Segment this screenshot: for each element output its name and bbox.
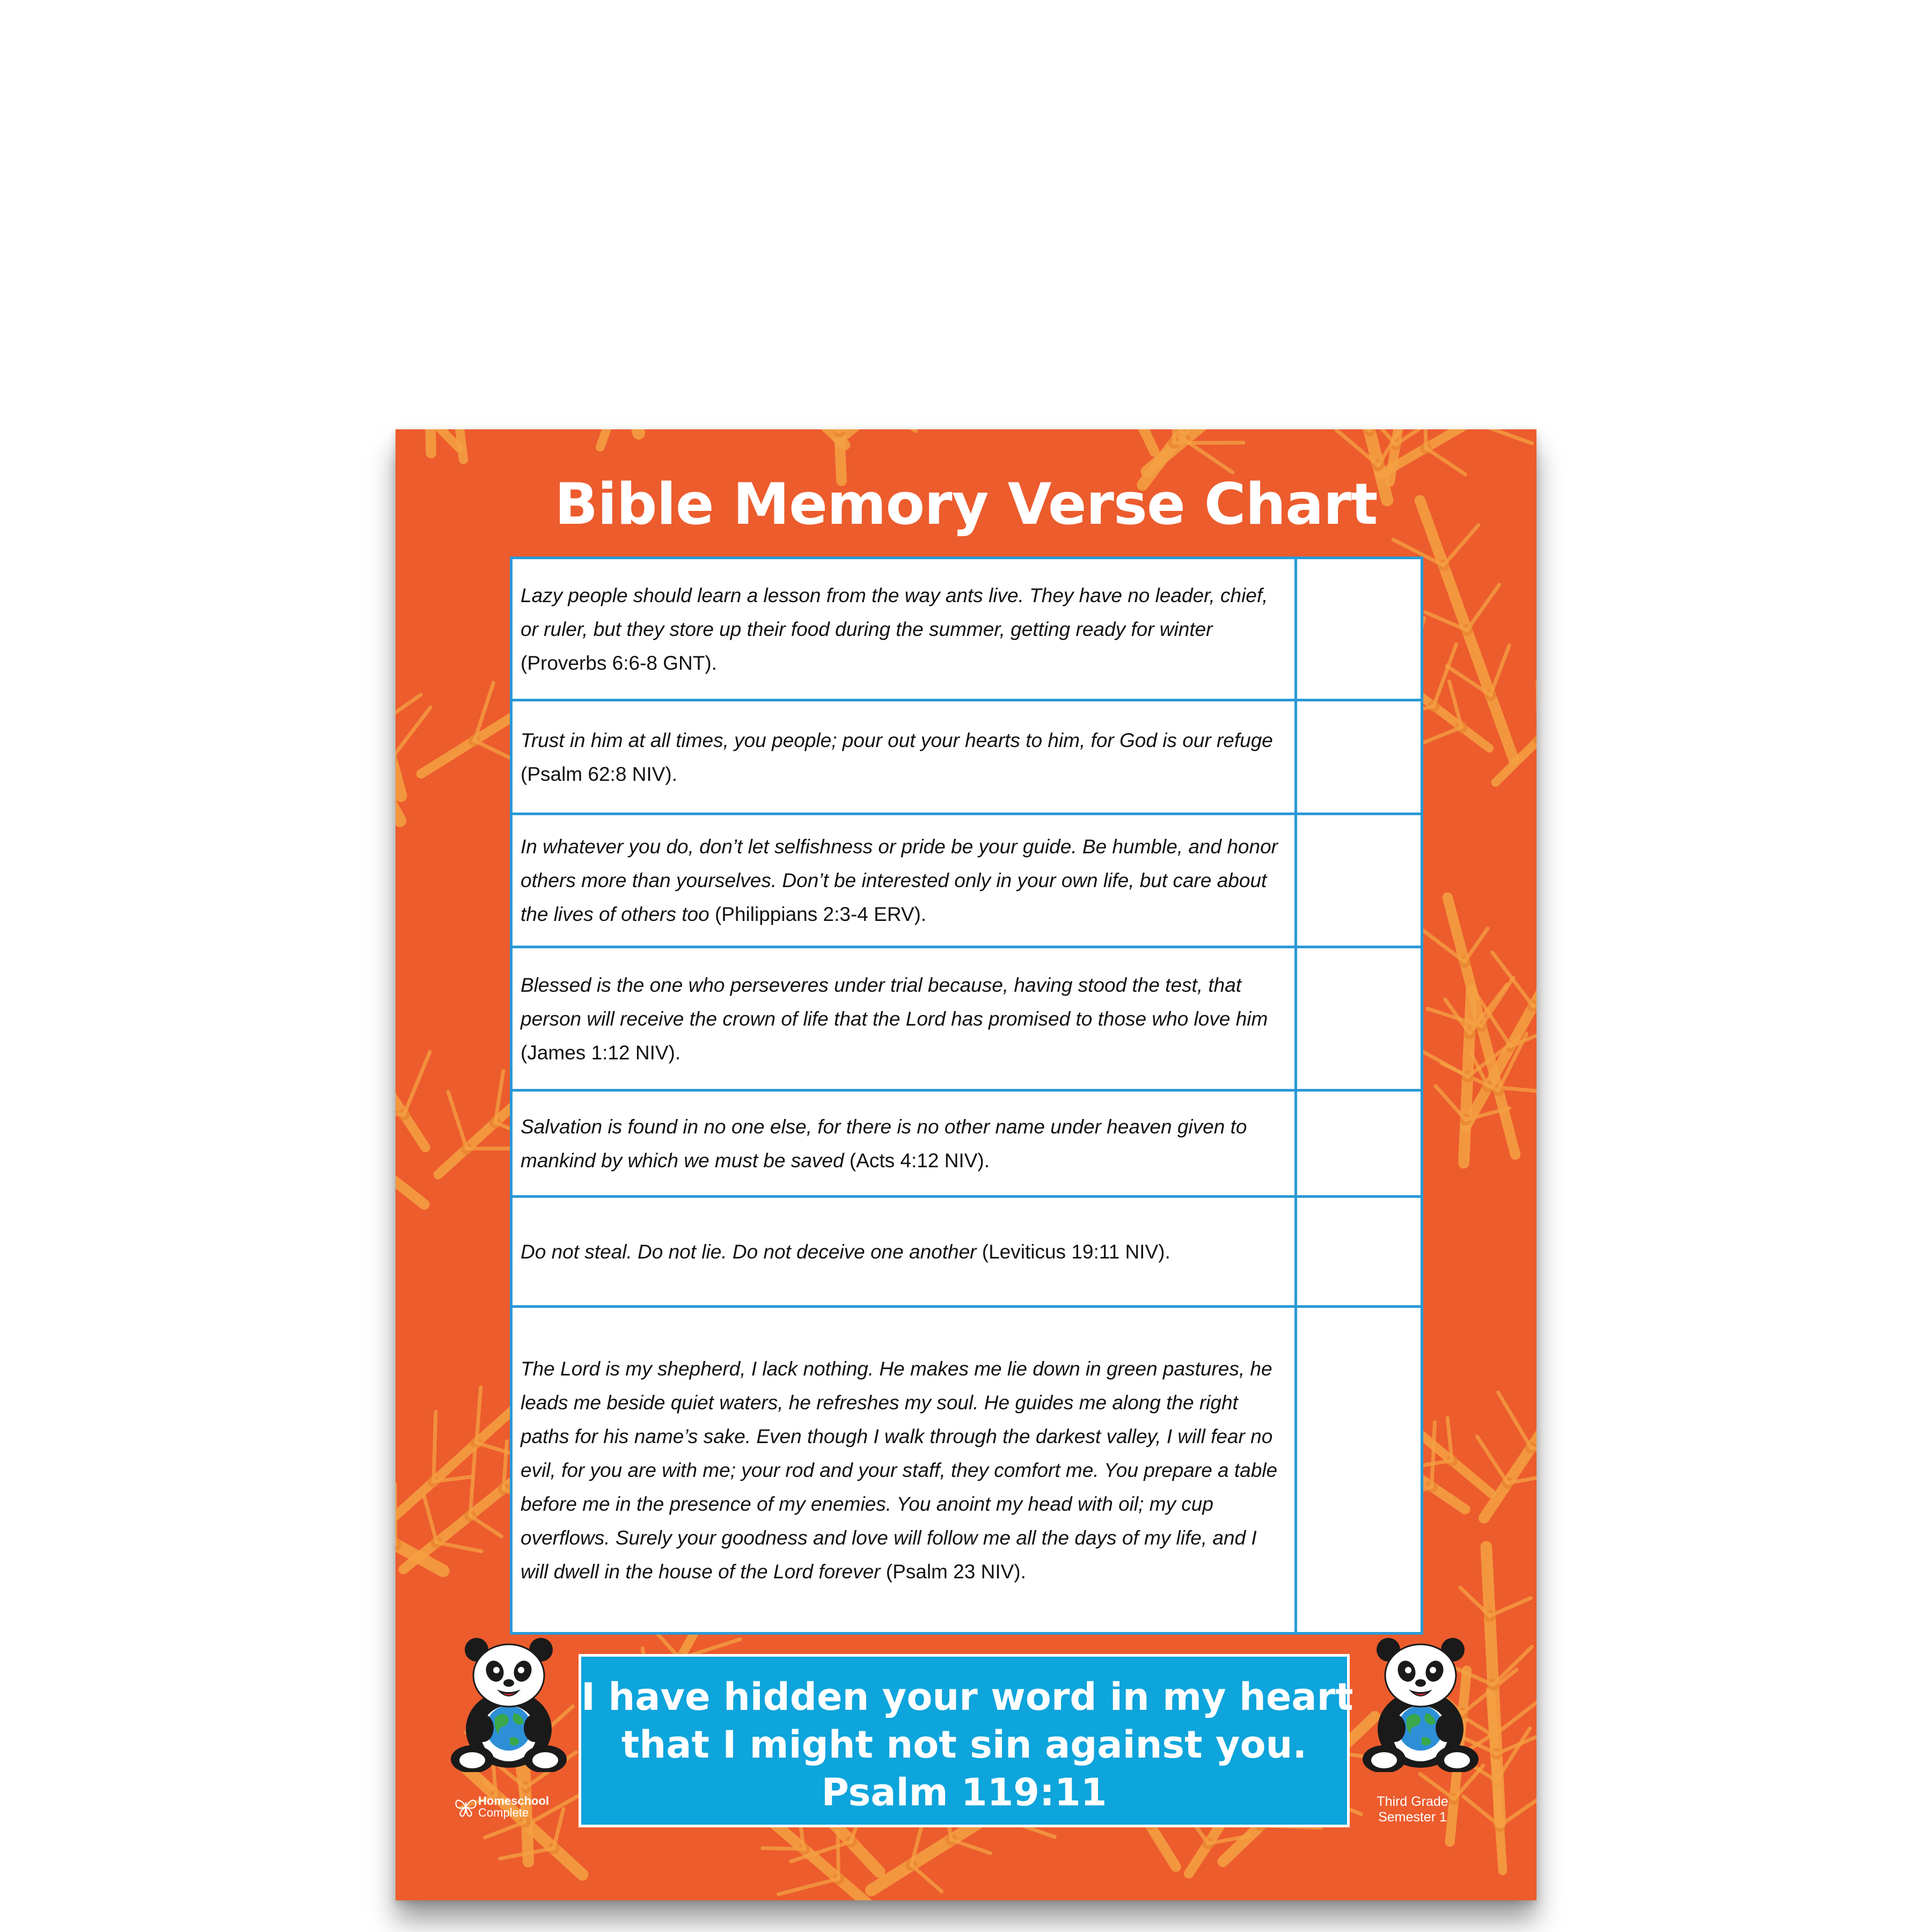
verse-text: Lazy people should learn a lesson from the way ants live. They have no leader, chief, or ruler, but they store up their food during the summer, getting ready for winter — [521, 584, 1268, 640]
banner-line-1: I have hidden your word in my heart — [581, 1675, 1353, 1719]
checkbox-cell[interactable] — [1297, 701, 1421, 813]
bamboo-leaf — [434, 1412, 436, 1482]
checkbox-cell[interactable] — [1297, 1092, 1421, 1195]
checkbox-cell[interactable] — [1297, 948, 1421, 1089]
bamboo-leaf — [470, 1516, 501, 1536]
bamboo-leaf — [952, 1840, 991, 1853]
verse-reference: (Proverbs 6:6-8 GNT). — [521, 652, 717, 674]
bamboo-stalk — [396, 1016, 426, 1147]
grade-line-1: Third Grade — [1377, 1794, 1448, 1809]
bamboo-leaf — [470, 1448, 475, 1516]
verse-cell — [513, 559, 1297, 699]
verse-table — [510, 557, 1423, 1635]
verse-cell — [513, 815, 1297, 946]
checkbox-cell[interactable] — [1297, 1198, 1421, 1305]
banner-reference: Psalm 119:11 — [821, 1770, 1107, 1814]
grade-line-2: Semester 1 — [1378, 1810, 1447, 1825]
bamboo-leaf — [1490, 1598, 1531, 1616]
verse-cell — [513, 1308, 1297, 1632]
verse-row — [513, 1198, 1421, 1308]
bamboo-leaf — [1467, 584, 1499, 630]
bamboo-leaf — [778, 1879, 838, 1894]
verse-reference: (Leviticus 19:11 NIV). — [976, 1240, 1170, 1263]
grade-label — [1364, 1794, 1461, 1825]
bamboo-stalk — [426, 429, 431, 453]
verse-text: Blessed is the one who perseveres under trial because, having stood the test, that person will receive the crown of life that the Lord has promised to those who love him — [521, 974, 1268, 1030]
verse-row — [513, 1308, 1421, 1632]
panda-mascot-left-icon — [450, 1638, 568, 1772]
verse-reference: (James 1:12 NIV). — [521, 1041, 681, 1064]
bamboo-leaf — [1426, 448, 1465, 474]
bamboo-leaf — [1493, 1646, 1532, 1685]
bamboo-leaf — [1477, 1437, 1507, 1483]
brand-logo — [453, 1795, 549, 1819]
verse-reference: (Philippians 2:3-4 ERV). — [709, 903, 927, 925]
memory-verse-banner — [579, 1654, 1353, 1827]
banner-line-2: that I might not sin against you. — [621, 1723, 1307, 1767]
bamboo-leaf — [396, 707, 430, 759]
checkbox-cell[interactable] — [1297, 815, 1421, 946]
verse-text: The Lord is my shepherd, I lack nothing. He makes me lie down in green pastures, he leads me beside quiet waters, he refreshes my soul. He guides me along the right paths for his name’s sake. Even though I walk through the darkest valley, I will fear no evil, for you are with me; your rod and your staff, they comfort me. You prepare a table before me in the presence of my enemies. You anoint my head with oil; my cup overflows. Surely your goodness and love will follow me all the days of my life, and I will dwell in the house of the Lord forever — [521, 1357, 1278, 1583]
bamboo-stalk — [396, 649, 401, 796]
verse-row — [513, 1092, 1421, 1198]
bamboo-stalk — [1496, 611, 1536, 782]
bamboo-leaf — [1472, 429, 1532, 443]
bamboo-leaf — [396, 694, 421, 722]
worksheet-page — [396, 429, 1536, 1900]
bamboo-leaf — [877, 429, 916, 431]
page-title: Bible Memory Verse Chart — [554, 471, 1378, 537]
verse-row — [513, 815, 1421, 948]
bamboo-leaf — [911, 1865, 941, 1891]
bamboo-stalk — [1093, 429, 1154, 452]
verse-reference: (Acts 4:12 NIV). — [844, 1149, 990, 1172]
checkbox-cell[interactable] — [1297, 559, 1421, 699]
verse-cell — [513, 1198, 1297, 1305]
bamboo-leaf — [763, 1848, 804, 1849]
verse-cell — [513, 948, 1297, 1089]
bamboo-leaf — [1490, 646, 1509, 696]
bamboo-leaf — [1498, 1393, 1531, 1448]
bamboo-leaf — [424, 1496, 437, 1542]
panda-mascot-right-icon — [1362, 1638, 1480, 1772]
bamboo-leaf — [396, 429, 421, 440]
verse-text: In whatever you do, don’t let selfishness or pride be your guide. Be humble, and honor others more than yourselves. Don’t be interested only in your own life, but care about the lives of others too — [521, 836, 1278, 925]
brand-name-line-2: Complete — [478, 1806, 529, 1819]
bamboo-leaf — [485, 1822, 525, 1838]
verse-row — [513, 948, 1421, 1092]
verse-row — [513, 559, 1421, 701]
butterfly-icon — [453, 1795, 478, 1819]
bamboo-leaf — [448, 1092, 467, 1148]
verse-row — [513, 701, 1421, 815]
verse-text: Trust in him at all times, you people; pour out your hearts to him, for God is our refuge — [521, 729, 1273, 751]
bamboo-leaf — [1417, 1048, 1467, 1077]
bamboo-leaf — [404, 1052, 430, 1115]
verse-cell — [513, 701, 1297, 813]
brand-name-line-1: Homeschool — [478, 1794, 550, 1807]
verse-text: Salvation is found in no one else, for there is no other name under heaven given to mankind by which we must be saved — [521, 1115, 1247, 1172]
bamboo-leaf — [1318, 429, 1370, 430]
bamboo-leaf — [1432, 1422, 1435, 1487]
bamboo-leaf — [554, 1809, 564, 1848]
bamboo-leaf — [1465, 928, 1488, 962]
verse-text: Do not steal. Do not lie. Do not deceive one another — [521, 1240, 977, 1263]
bamboo-stalk — [600, 429, 654, 447]
verse-reference: (Psalm 62:8 NIV). — [521, 763, 677, 785]
bamboo-stalk — [695, 429, 845, 445]
bamboo-leaf — [437, 1542, 481, 1551]
verse-cell — [513, 1092, 1297, 1195]
bamboo-leaf — [1424, 727, 1461, 743]
checkbox-cell[interactable] — [1297, 1308, 1421, 1632]
verse-reference: (Psalm 23 NIV). — [880, 1560, 1026, 1583]
